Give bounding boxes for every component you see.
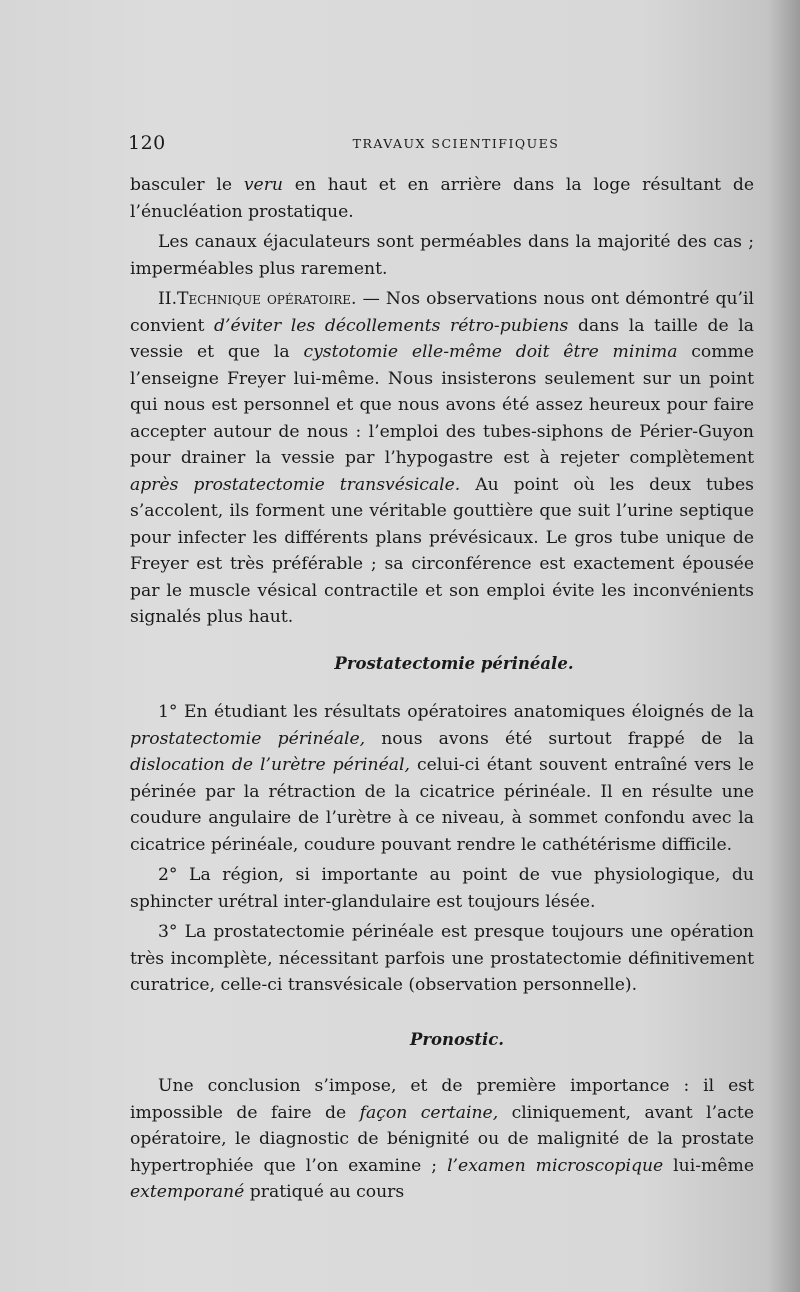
- paragraph-point-1: 1° En étudiant les résultats opératoires anatomiques éloignés de la prostatectomie périnéale, nous avons été surtout frappé de la dislocation de l’urètre périnéal, celui-ci étant souvent entraîné vers le périnée par la rétraction de la cicatrice périnéale. Il en résulte une coudure angulaire de l’urètre à ce niveau, à sommet confondu avec la cicatrice périnéale, coudure pouvant rendre le cathétérisme difficile.: [130, 702, 754, 855]
- section-title-pronostic: Pronostic.: [409, 1029, 505, 1049]
- paragraph-point-3: 3° La prostatectomie périnéale est presque toujours une opération très incomplète, nécessitant parfois une prostatectomie définitivement curatrice, celle-ci transvésicale (observation personnelle).: [130, 922, 754, 995]
- page-body: [130, 172, 754, 1210]
- paragraph-point-2: 2° La région, si importante au point de vue physiologique, du sphincter urétral inter-glandulaire est toujours lésée.: [130, 865, 754, 912]
- page-header: [128, 132, 754, 158]
- paragraph-1: basculer le veru en haut et en arrière dans la loge résultant de l’énucléation prostatique.: [130, 175, 754, 222]
- section-title-prostatectomie: Prostatectomie périnéale.: [334, 653, 574, 673]
- section-heading-technique: II.Technique opératoire.: [158, 289, 357, 309]
- running-title: TRAVAUX SCIENTIFIQUES: [352, 136, 560, 151]
- page-number: 120: [128, 132, 166, 154]
- paragraph-pronostic: Une conclusion s’impose, et de première importance : il est impossible de faire de façon certaine, cliniquement, avant l’acte opératoire, le diagnostic de bénignité ou de malignité de la prostate hypertrophiée que l’on examine ; l’examen microscopique lui-même extemporané pratiqué au cours: [130, 1076, 755, 1202]
- paragraph-technique: II.Technique opératoire. — Nos observations nous ont démontré qu’il convient d’éviter les décollements rétro-pubiens dans la taille de la vessie et que la cystotomie elle-même doit être minima comme l’enseigne Freyer lui-même. Nous insisterons seulement sur un point qui nous est personnel et que nous avons été assez heureux pour faire accepter autour de nous : l’emploi des tubes-siphons de Périer-Guyon pour drainer la vessie par l’hypogastre est à rejeter complètement après prostatectomie transvésicale. Au point où les deux tubes s’accolent, ils forment une véritable gouttière que suit l’urine septique pour infecter les différents plans prévésicaux. Le gros tube unique de Freyer est très préférable ; sa circonférence est exactement épousée par le muscle vésical contractile et son emploi évite les inconvénients signalés plus haut.: [130, 289, 755, 627]
- paragraph-2: Les canaux éjaculateurs sont perméables dans la majorité des cas ; imperméables plus rarement.: [130, 232, 754, 279]
